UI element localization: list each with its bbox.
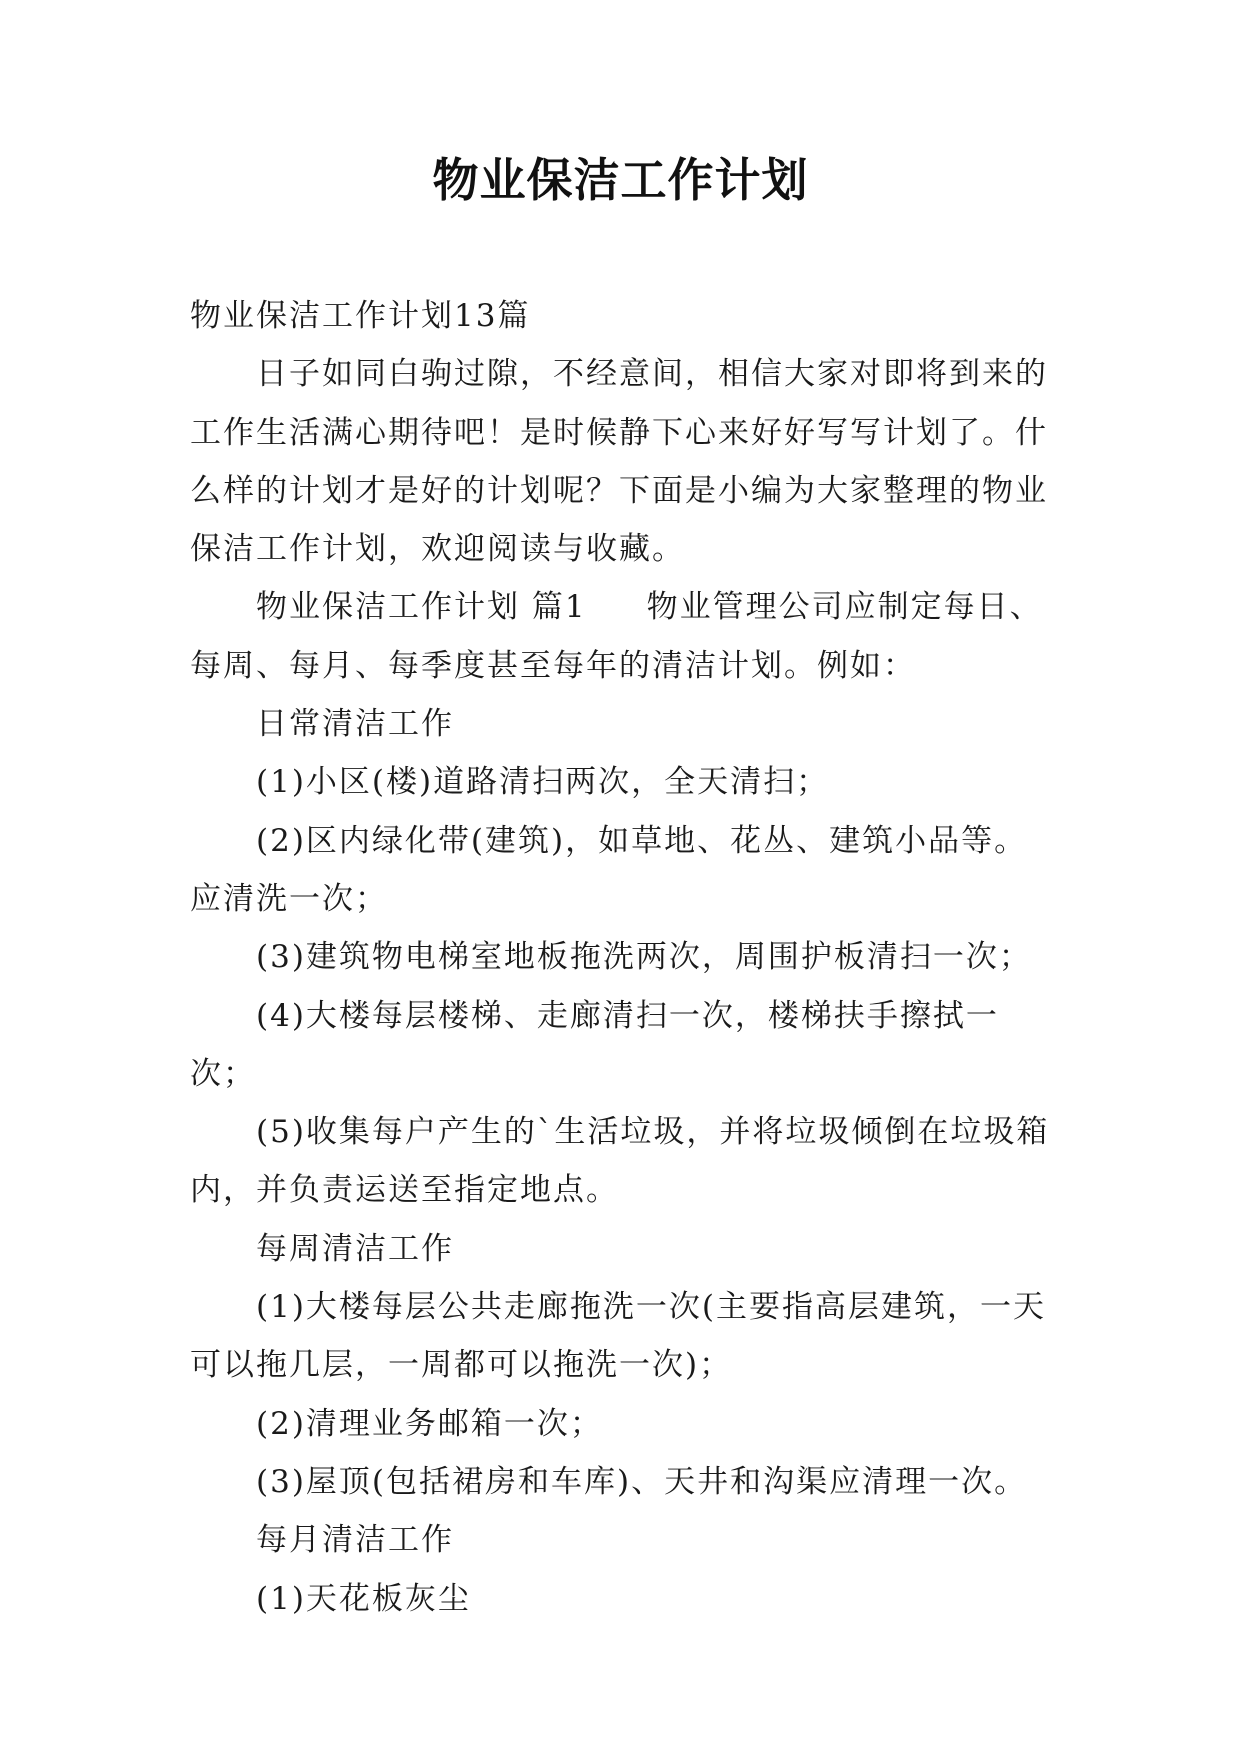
document-body xyxy=(190,287,1056,1628)
monthly-item: (1)天花板灰尘 xyxy=(256,1580,471,1617)
monthly-heading: 每月清洁工作 xyxy=(256,1522,454,1559)
document-title: 物业保洁工作计划 xyxy=(432,153,809,207)
section-1-paragraph xyxy=(190,578,1056,695)
daily-item: (1)小区(楼)道路清扫两次，全天清扫； xyxy=(256,764,830,801)
weekly-item: (2)清理业务邮箱一次； xyxy=(256,1405,603,1442)
weekly-heading: 每周清洁工作 xyxy=(256,1230,454,1267)
daily-item: (4)大楼每层楼梯、走廊清扫一次，楼梯扶手擦拭一次； xyxy=(190,997,999,1092)
section-1-heading: 物业保洁工作计划 篇1 xyxy=(256,589,587,626)
daily-item: (3)建筑物电梯室地板拖洗两次，周围护板清扫一次； xyxy=(256,939,1032,976)
intro-paragraph: 日子如同白驹过隙，不经意间，相信大家对即将到来的工作生活满心期待吧！是时候静下心来好好写写计划了。什么样的计划才是好的计划呢？下面是小编为大家整理的物业保洁工作计划，欢迎阅读与收藏。 xyxy=(190,356,1048,568)
daily-item: (5)收集每户产生的`生活垃圾，并将垃圾倾倒在垃圾箱内，并负责运送至指定地点。 xyxy=(190,1114,1050,1209)
weekly-item: (3)屋顶(包括裙房和车库)、天井和沟渠应清理一次。 xyxy=(256,1463,1028,1500)
weekly-item: (1)大楼每层公共走廊拖洗一次(主要指高层建筑，一天可以拖几层，一周都可以拖洗一次)； xyxy=(190,1289,1047,1384)
section-1-text: 物业管理公司应制定每日、每周、每月、每季度甚至每年的清洁计划。例如： xyxy=(190,589,1043,684)
daily-heading: 日常清洁工作 xyxy=(256,706,454,743)
daily-item: (2)区内绿化带(建筑)，如草地、花丛、建筑小品等。应清洗一次； xyxy=(190,822,1028,917)
document-subtitle: 物业保洁工作计划13篇 xyxy=(190,298,531,334)
